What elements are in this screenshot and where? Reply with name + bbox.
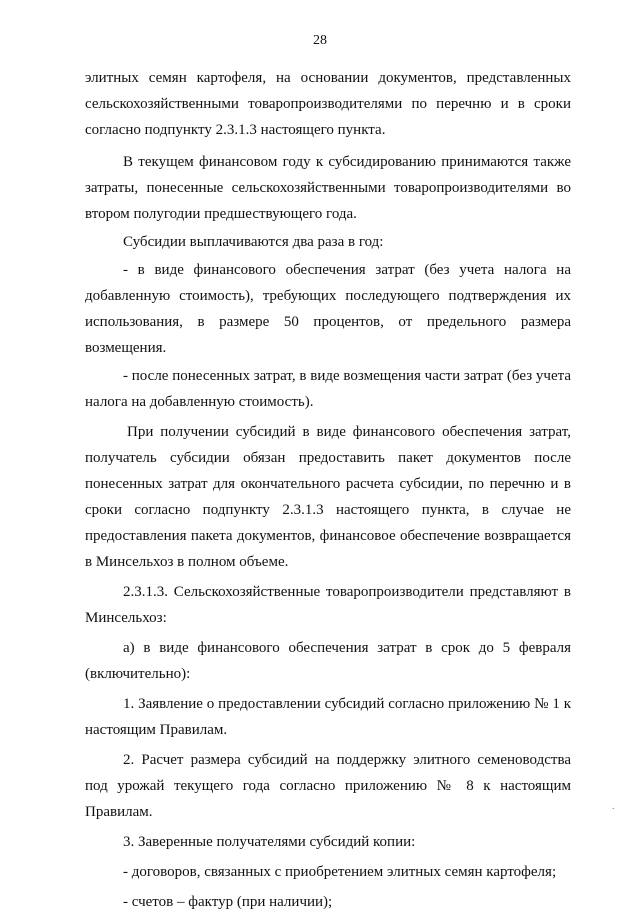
paragraph-continuation: элитных семян картофеля, на основании документов, представленных сельскохозяйственными товаропроизводителями по перечню и в сроки согласно подпункту 2.3.1.3 настоящего пункта. [85, 70, 571, 138]
list-item-financial-provision: - в виде финансового обеспечения затрат (без учета налога на добавленную стоимость), требующих последующего подтверждения их использования, в размере 50 процентов, от предельного размера возмещения. [85, 262, 571, 356]
paragraph-section-2-3-1-3: 2.3.1.3. Сельскохозяйственные товаропроизводители представляют в Минсельхоз: [85, 584, 571, 626]
paragraph-current-year-costs: В текущем финансовом году к субсидированию принимаются также затраты, понесенные сельскохозяйственными товаропроизводителями во втором полугодии предшествующего года. [85, 154, 571, 222]
list-item-reimbursement: - после понесенных затрат, в виде возмещения части затрат (без учета налога на добавленную стоимость). [85, 368, 571, 410]
list-item-contracts: - договоров, связанных с приобретением элитных семян картофеля; [123, 864, 557, 880]
page-number: 28 [313, 33, 327, 48]
paragraph-item-a: а) в виде финансового обеспечения затрат в срок до 5 февраля (включительно): [85, 640, 571, 682]
scan-mark: . [612, 801, 615, 812]
paragraph-payment-frequency: Субсидии выплачиваются два раза в год: [123, 234, 384, 250]
list-item-calculation: 2. Расчет размера субсидий на поддержку элитного семеноводства под урожай текущего года согласно приложению № 8 к настоящим Правилам. [85, 752, 571, 820]
list-item-application: 1. Заявление о предоставлении субсидий согласно приложению № 1 к настоящим Правилам. [85, 696, 571, 738]
list-item-certified-copies: 3. Заверенные получателями субсидий копии: [123, 834, 416, 850]
paragraph-document-obligation: При получении субсидий в виде финансового обеспечения затрат, получатель субсидии обязан предоставить пакет документов после понесенных затрат для окончательного расчета субсидии, по перечню и в сроки согласно подпункту 2.3.1.3 настоящего пункта, в случае не предоставления пакета документов, финансовое обеспечение возвращается в Минсельхоз в полном объеме. [85, 424, 571, 570]
document-body [85, 65, 571, 917]
list-item-invoices: - счетов – фактур (при наличии); [123, 894, 333, 910]
